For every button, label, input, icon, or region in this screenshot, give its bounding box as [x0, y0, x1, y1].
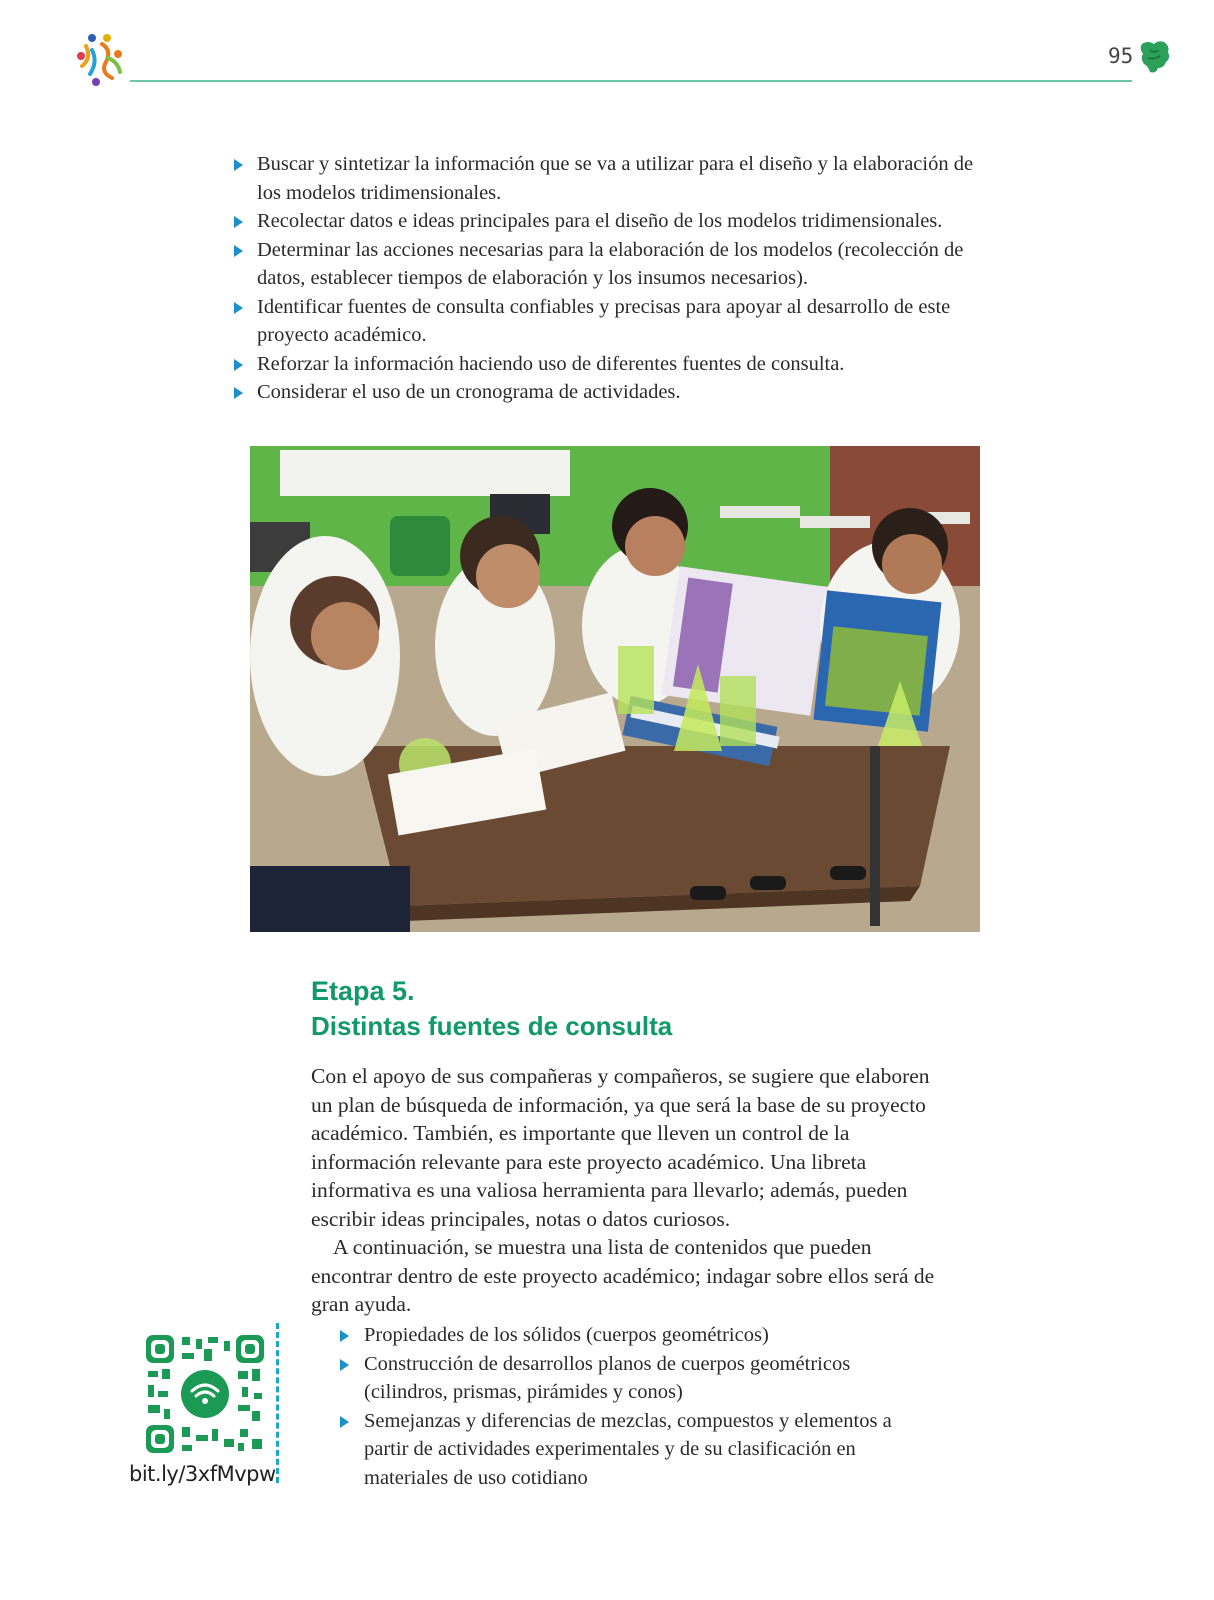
list-item: Recolectar datos e ideas principales para el diseño de los modelos tridimensionales. [232, 207, 997, 236]
dashed-divider [276, 1323, 279, 1483]
triangle-bullet-icon [340, 1416, 349, 1428]
header-rule [130, 80, 1132, 82]
list-item: Identificar fuentes de consulta confiables y precisas para apoyar al desarrollo de este proyecto académico. [232, 293, 997, 350]
top-bullet-list [232, 150, 997, 407]
triangle-bullet-icon [234, 159, 243, 171]
program-logo-icon [72, 32, 128, 88]
triangle-bullet-icon [340, 1359, 349, 1371]
list-item: Determinar las acciones necesarias para la elaboración de los modelos (recolección de datos, establecer tiempos de elaboración y los insumos necesarios). [232, 236, 997, 293]
content-bullet-list [338, 1321, 898, 1492]
triangle-bullet-icon [234, 387, 243, 399]
paragraph: Con el apoyo de sus compañeras y compañeros, se sugiere que elaboren un plan de búsqueda de información, ya que será la base de su proyecto académico. También, es importante que lleven un control de la información relevante para este proyecto académico. Una libreta informativa es una valiosa herramienta para llevarlo; además, pueden escribir ideas principales, notas o datos curiosos. [311, 1064, 930, 1231]
list-item: Construcción de desarrollos planos de cuerpos geométricos (cilindros, prismas, pirámides y conos) [338, 1350, 898, 1407]
section-subtitle: Distintas fuentes de consulta [311, 1011, 673, 1041]
list-item: Propiedades de los sólidos (cuerpos geométricos) [338, 1321, 898, 1350]
page-number: 95 [1108, 44, 1134, 68]
triangle-bullet-icon [234, 245, 243, 257]
section-body [311, 1062, 951, 1319]
list-item: Considerar el uso de un cronograma de actividades. [232, 378, 997, 407]
qr-link[interactable]: bit.ly/3xfMvpw [129, 1462, 276, 1486]
triangle-bullet-icon [234, 359, 243, 371]
list-item: Semejanzas y diferencias de mezclas, compuestos y elementos a partir de actividades experimentales y de su clasificación en materiales de uso cotidiano [338, 1407, 898, 1493]
classroom-photo [250, 446, 980, 932]
green-map-icon [1138, 38, 1172, 76]
triangle-bullet-icon [234, 216, 243, 228]
triangle-bullet-icon [340, 1330, 349, 1342]
paragraph: A continuación, se muestra una lista de contenidos que pueden encontrar dentro de este proyecto académico; indagar sobre ellos será de gran ayuda. [311, 1235, 935, 1316]
qr-code[interactable] [146, 1335, 264, 1453]
list-item: Reforzar la información haciendo uso de diferentes fuentes de consulta. [232, 350, 997, 379]
section-title: Etapa 5. [311, 976, 415, 1006]
triangle-bullet-icon [234, 302, 243, 314]
list-item: Buscar y sintetizar la información que se va a utilizar para el diseño y la elaboración de los modelos tridimensionales. [232, 150, 997, 207]
